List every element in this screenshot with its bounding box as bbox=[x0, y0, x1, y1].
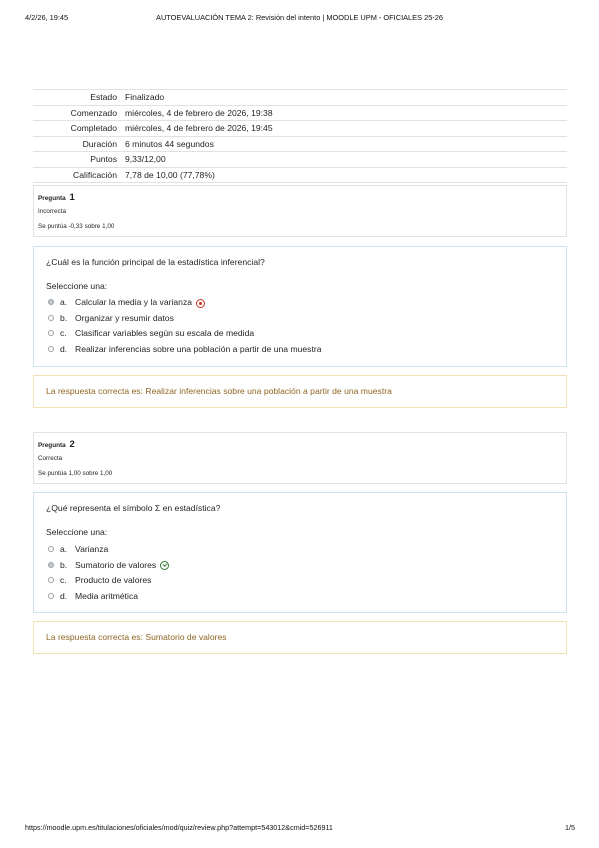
option-text: Clasificar variables según su escala de medida bbox=[75, 328, 255, 338]
radio-button[interactable] bbox=[48, 593, 54, 599]
question-label: Pregunta bbox=[38, 195, 66, 202]
radio-button[interactable] bbox=[48, 315, 54, 321]
print-url: https://moodle.upm.es/titulaciones/oficiales/mod/quiz/review.php?attempt=543012&cmid=526911 bbox=[25, 823, 333, 832]
option-letter: c. bbox=[60, 575, 67, 585]
summary-row bbox=[33, 152, 567, 168]
option-d[interactable] bbox=[48, 343, 322, 355]
question-info-1 bbox=[33, 185, 567, 237]
question-state: Correcta bbox=[38, 455, 63, 462]
question-stem: ¿Cuál es la función principal de la estadística inferencial? bbox=[46, 257, 265, 267]
question-info-2 bbox=[33, 432, 567, 484]
question-number bbox=[38, 439, 75, 450]
question-number-value: 2 bbox=[69, 439, 75, 450]
attempt-summary-table bbox=[33, 89, 567, 183]
option-a[interactable] bbox=[48, 296, 205, 308]
summary-value: 6 minutos 44 segundos bbox=[125, 136, 567, 152]
right-answer-2 bbox=[33, 621, 567, 654]
option-text: Organizar y resumir datos bbox=[75, 312, 174, 323]
page-title: AUTOEVALUACIÓN TEMA 2: Revisión del intento | MOODLE UPM - OFICIALES 25-26 bbox=[156, 13, 443, 22]
summary-value: miércoles, 4 de febrero de 2026, 19:38 bbox=[125, 105, 567, 121]
summary-label: Estado bbox=[33, 90, 125, 106]
question-label: Pregunta bbox=[38, 442, 66, 449]
summary-label: Puntos bbox=[33, 152, 125, 168]
option-c[interactable] bbox=[48, 327, 254, 339]
summary-value: 9,33/12,00 bbox=[125, 152, 567, 168]
option-letter: a. bbox=[60, 297, 68, 307]
option-text: Media aritmética bbox=[75, 590, 139, 601]
summary-row bbox=[33, 121, 567, 137]
radio-selected[interactable] bbox=[48, 299, 54, 305]
question-number bbox=[38, 192, 75, 203]
question-content-1 bbox=[33, 246, 567, 367]
question-prompt: Seleccione una: bbox=[46, 527, 108, 537]
option-c[interactable] bbox=[48, 574, 151, 586]
summary-value: Finalizado bbox=[125, 90, 567, 106]
option-letter: d. bbox=[60, 343, 68, 354]
radio-button[interactable] bbox=[48, 330, 54, 336]
option-letter: a. bbox=[60, 544, 68, 554]
summary-value: miércoles, 4 de febrero de 2026, 19:45 bbox=[125, 121, 567, 137]
summary-label: Completado bbox=[33, 121, 125, 137]
option-text: Producto de valores bbox=[75, 575, 152, 585]
option-letter: d. bbox=[60, 590, 68, 601]
summary-row bbox=[33, 105, 567, 121]
radio-button[interactable] bbox=[48, 577, 54, 583]
option-letter: b. bbox=[60, 559, 68, 570]
option-text: Varianza bbox=[75, 544, 109, 554]
question-prompt: Seleccione una: bbox=[46, 281, 108, 291]
option-text: Calcular la media y la varianza bbox=[75, 297, 193, 307]
radio-button[interactable] bbox=[48, 346, 54, 352]
summary-row bbox=[33, 136, 567, 152]
question-grade: Se puntúa 1,00 sobre 1,00 bbox=[38, 470, 113, 477]
summary-label: Comenzado bbox=[33, 105, 125, 121]
summary-label: Duración bbox=[33, 136, 125, 152]
right-answer-1 bbox=[33, 375, 567, 408]
correct-icon bbox=[160, 561, 169, 570]
page-number: 1/5 bbox=[565, 823, 575, 832]
radio-button[interactable] bbox=[48, 546, 54, 552]
option-text: Sumatorio de valores bbox=[75, 559, 157, 570]
option-b[interactable] bbox=[48, 312, 174, 324]
radio-selected[interactable] bbox=[48, 562, 54, 568]
right-answer-text: La respuesta correcta es: Realizar inferencias sobre una población a partir de una muestra bbox=[46, 386, 392, 396]
summary-row bbox=[33, 167, 567, 183]
summary-row bbox=[33, 90, 567, 106]
question-grade: Se puntúa -0,33 sobre 1,00 bbox=[38, 223, 115, 230]
question-number-value: 1 bbox=[69, 192, 75, 203]
option-d[interactable] bbox=[48, 590, 138, 602]
incorrect-icon bbox=[196, 299, 205, 308]
question-stem: ¿Qué representa el símbolo Σ en estadística? bbox=[46, 503, 221, 513]
option-b[interactable] bbox=[48, 559, 169, 571]
option-letter: c. bbox=[60, 328, 67, 338]
summary-label: Calificación bbox=[33, 167, 125, 183]
question-state: Incorrecta bbox=[38, 208, 66, 215]
option-a[interactable] bbox=[48, 543, 108, 555]
option-text: Realizar inferencias sobre una población a partir de una muestra bbox=[75, 343, 322, 354]
right-answer-text: La respuesta correcta es: Sumatorio de valores bbox=[46, 632, 227, 642]
option-letter: b. bbox=[60, 312, 68, 323]
summary-value: 7,78 de 10,00 (77,78%) bbox=[125, 167, 567, 183]
question-content-2 bbox=[33, 492, 567, 613]
print-date: 4/2/26, 19:45 bbox=[25, 13, 69, 22]
